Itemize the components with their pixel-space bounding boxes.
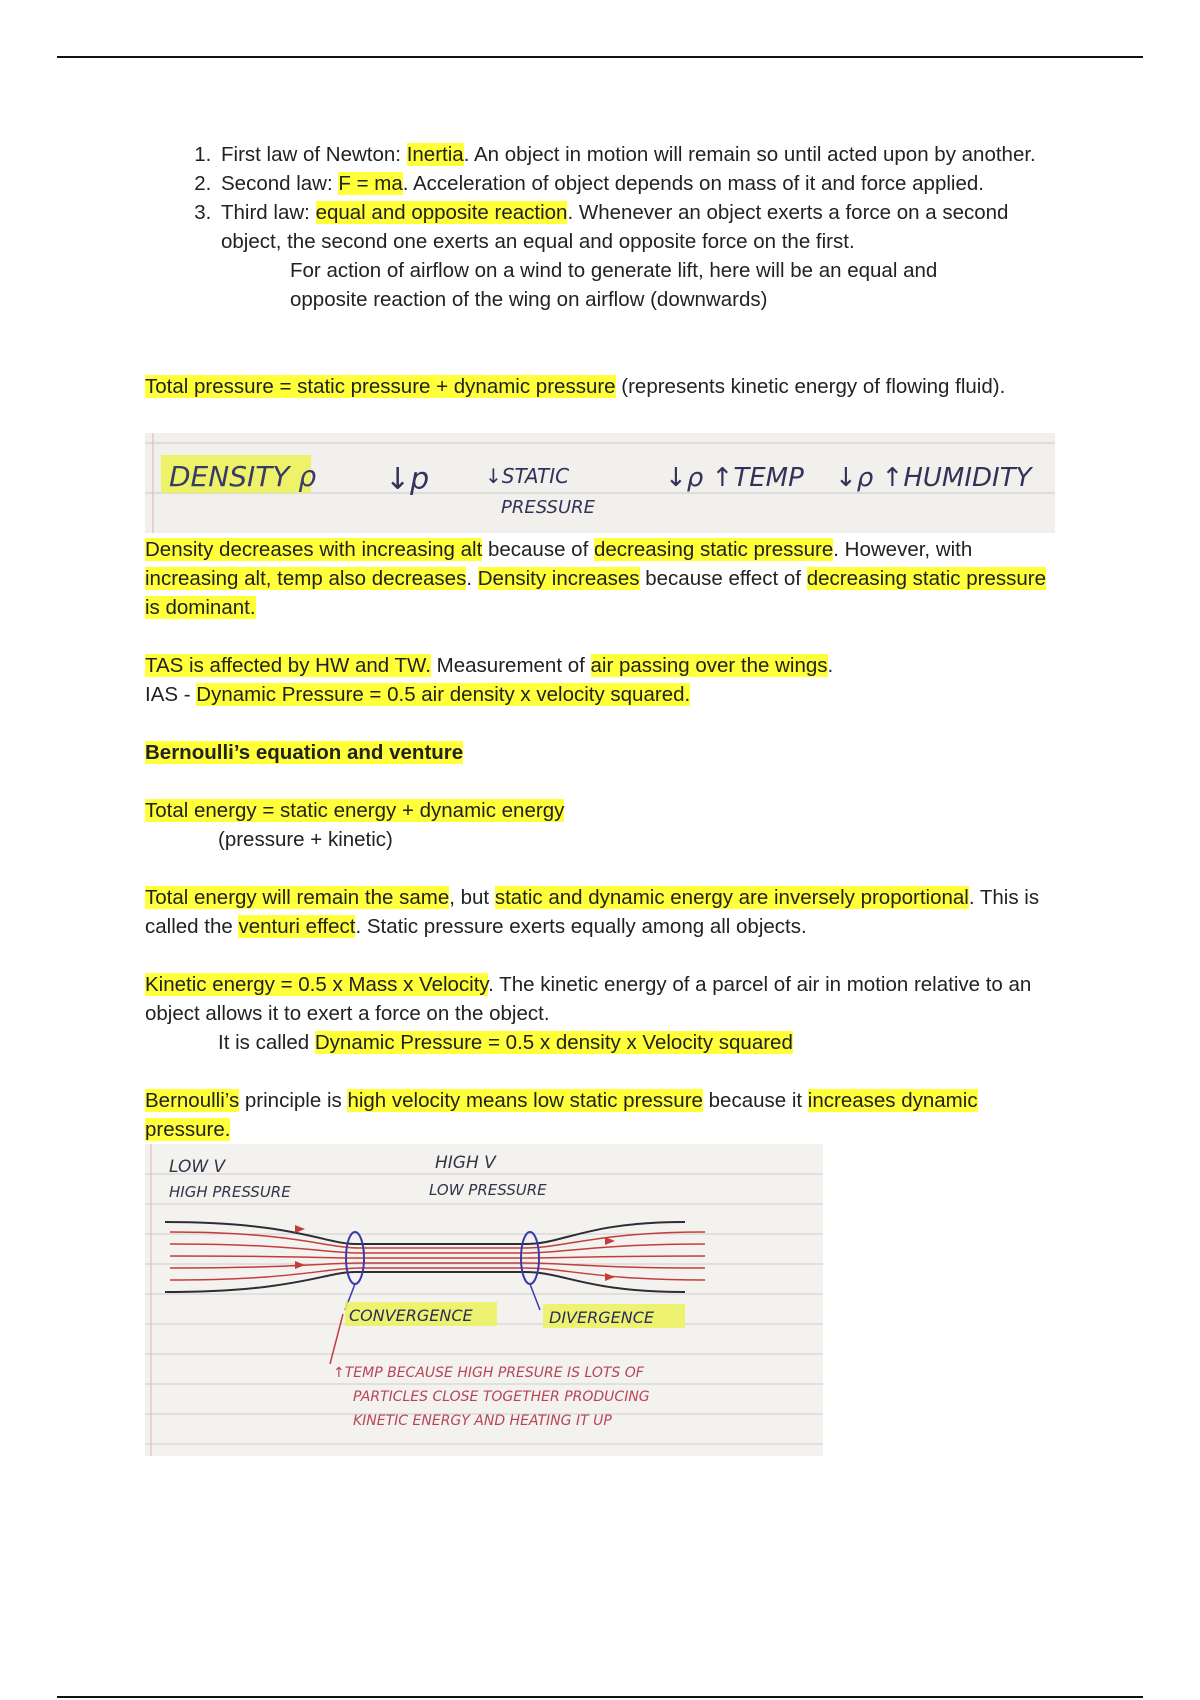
density-paragraph: Density decreases with increasing alt because of decreasing static pressure. However, with increasing alt, temp also decreases. Density increases because effect of decreasing static pressure is dominant. — [145, 538, 1046, 619]
low-v-label: LOW V — [169, 1157, 226, 1177]
kinetic-paragraph: Kinetic energy = 0.5 x Mass x Velocity. The kinetic energy of a parcel of air in motion relative to an object allows it to exert a force on the object. — [145, 973, 1032, 1025]
static-label: ↓STATIC — [485, 464, 570, 488]
third-law-note: For action of airflow on a wind to generate lift, here will be an equal and opposite reaction of the wing on airflow (downwards) — [290, 259, 938, 311]
principle-paragraph: Bernoulli’s principle is high velocity means low static pressure because it increases dynamic pressure. — [145, 1089, 978, 1141]
note-line-2: PARTICLES CLOSE TOGETHER PRODUCING — [353, 1389, 650, 1405]
pressure-label: PRESSURE — [501, 497, 595, 518]
ias-line: IAS - Dynamic Pressure = 0.5 air density x velocity squared. — [145, 683, 691, 706]
list-item: 1. First law of Newton: Inertia. An object in motion will remain so until acted upon by another. — [217, 140, 1060, 169]
section-heading: Bernoulli’s equation and venture — [145, 741, 464, 764]
density-label: DENSITY ρ — [169, 460, 317, 493]
high-v-label: HIGH V — [435, 1153, 496, 1173]
venturi-paragraph: Total energy will remain the same, but static and dynamic energy are inversely proportional. This is called the venturi effect. Static pressure exerts equally among all objects. — [145, 886, 1040, 938]
total-pressure-paragraph: Total pressure = static pressure + dynamic pressure (represents kinetic energy of flowing fluid). — [145, 375, 1006, 398]
highlight: equal and opposite reaction — [315, 201, 568, 224]
note-line-1: ↑TEMP BECAUSE HIGH PRESURE IS LOTS OF — [333, 1365, 644, 1381]
list-item: 3. Third law: equal and opposite reaction. Whenever an object exerts a force on a second object, the second one exerts an equal and opposite force on the first. — [217, 198, 1060, 256]
highlight: Inertia — [406, 143, 464, 166]
low-pressure-label: LOW PRESSURE — [429, 1181, 547, 1199]
newton-laws-list — [145, 140, 1060, 256]
highlight: F = ma — [338, 172, 403, 195]
pressure-down-label: ↓p — [385, 462, 430, 497]
total-energy-line: Total energy = static energy + dynamic energy — [145, 799, 565, 822]
divergence-label: DIVERGENCE — [549, 1308, 654, 1327]
header-rule — [57, 56, 1143, 58]
document-body — [145, 140, 1060, 1456]
venturi-handwritten-photo — [145, 1144, 823, 1456]
list-item: 2. Second law: F = ma. Acceleration of object depends on mass of it and force applied. — [217, 169, 1060, 198]
note-line-3: KINETIC ENERGY AND HEATING IT UP — [353, 1413, 612, 1429]
kinetic-sub: It is called Dynamic Pressure = 0.5 x density x Velocity squared — [218, 1031, 793, 1054]
high-pressure-label: HIGH PRESSURE — [169, 1183, 291, 1201]
density-handwritten-photo — [145, 433, 1055, 533]
total-energy-sub: (pressure + kinetic) — [218, 828, 393, 851]
footer-rule — [57, 1696, 1143, 1698]
convergence-label: CONVERGENCE — [349, 1306, 473, 1325]
temp-label: ↓ρ ↑TEMP — [665, 463, 804, 493]
humidity-label: ↓ρ ↑HUMIDITY — [835, 463, 1032, 493]
tas-line: TAS is affected by HW and TW. Measurement of air passing over the wings. — [145, 654, 834, 677]
